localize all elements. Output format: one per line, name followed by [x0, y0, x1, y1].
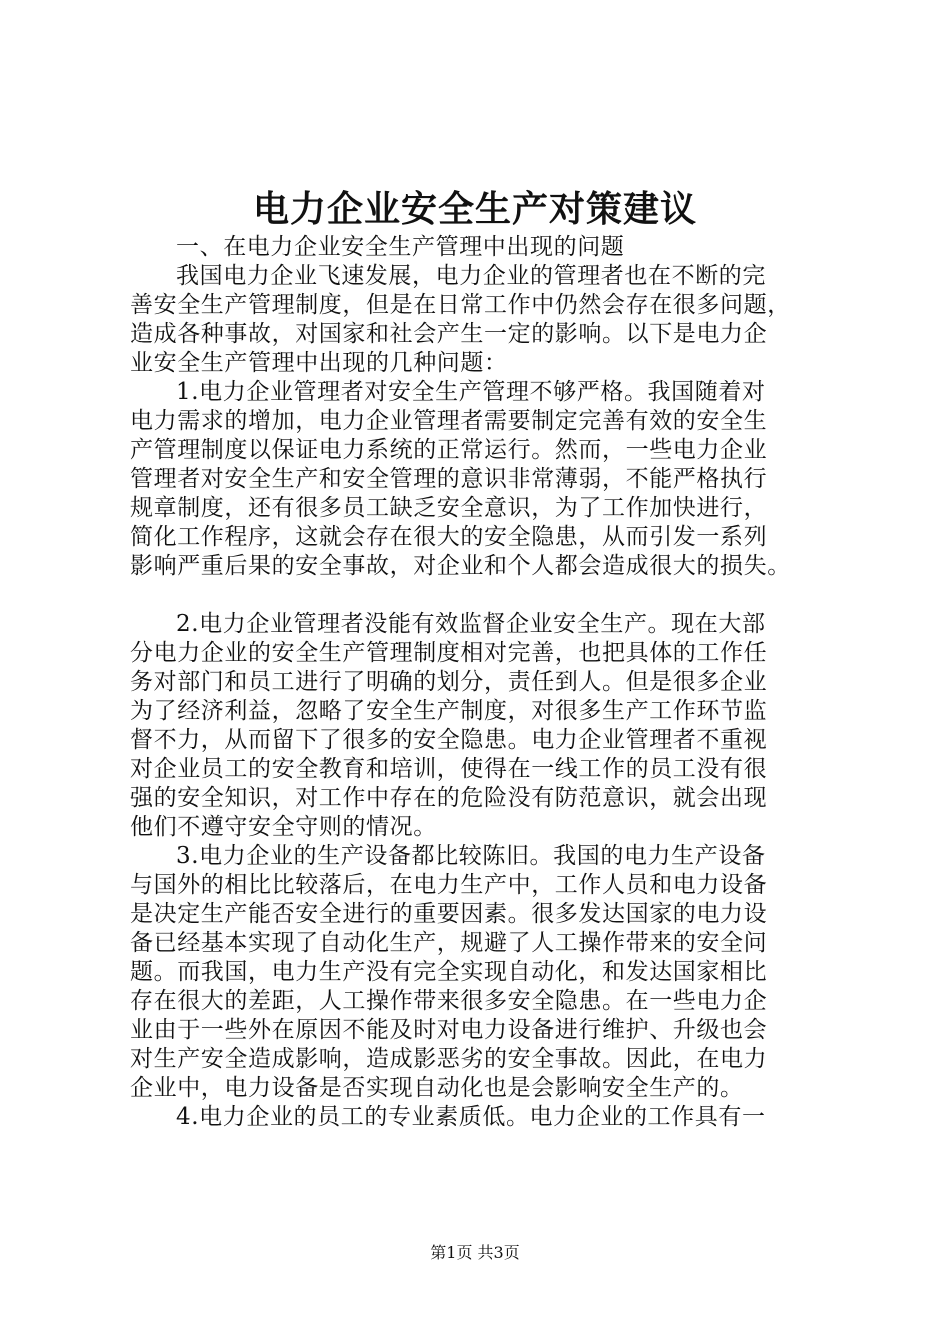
- paragraph-line: 他们不遵守安全守则的情况。: [130, 814, 437, 840]
- document-body: [130, 233, 840, 1132]
- paragraph-line: 我国电力企业飞速发展，电力企业的管理者也在不断的完: [176, 263, 766, 289]
- paragraph-line: 存在很大的差距，人工操作带来很多安全隐患。在一些电力企: [130, 988, 768, 1014]
- paragraph-line: 影响严重后果的安全事故，对企业和个人都会造成很大的损失。: [130, 553, 791, 579]
- paragraph-line: 为了经济利益，忽略了安全生产制度，对很多生产工作环节监: [130, 698, 768, 724]
- paragraph-line: 督不力，从而留下了很多的安全隐患。电力企业管理者不重视: [130, 727, 768, 753]
- paragraph-line: 产管理制度以保证电力系统的正常运行。然而，一些电力企业: [130, 437, 768, 463]
- paragraph-line: 业安全生产管理中出现的几种问题：: [130, 350, 508, 376]
- paragraph-line: 分电力企业的安全生产管理制度相对完善，也把具体的工作任: [130, 640, 768, 666]
- paragraph-line: 对企业员工的安全教育和培训，使得在一线工作的员工没有很: [130, 756, 768, 782]
- paragraph-line: 3.电力企业的生产设备都比较陈旧。我国的电力生产设备: [176, 843, 766, 869]
- paragraph-line: 对生产安全造成影响，造成影恶劣的安全事故。因此，在电力: [130, 1046, 768, 1072]
- paragraph-line: 业由于一些外在原因不能及时对电力设备进行维护、升级也会: [130, 1017, 768, 1043]
- document-title: 电力企业安全生产对策建议: [252, 188, 697, 230]
- paragraph-line: 规章制度，还有很多员工缺乏安全意识，为了工作加快进行，: [130, 495, 768, 521]
- paragraph-line: 强的安全知识，对工作中存在的危险没有防范意识，就会出现: [130, 785, 768, 811]
- paragraph-line: 造成各种事故，对国家和社会产生一定的影响。以下是电力企: [130, 321, 768, 347]
- paragraph-line: 务对部门和员工进行了明确的划分，责任到人。但是很多企业: [130, 669, 768, 695]
- paragraph-line: 简化工作程序，这就会存在很大的安全隐患，从而引发一系列: [130, 524, 768, 550]
- paragraph-line: 管理者对安全生产和安全管理的意识非常薄弱，不能严格执行: [130, 466, 768, 492]
- paragraph-line: 是决定生产能否安全进行的重要因素。很多发达国家的电力设: [130, 901, 768, 927]
- section-heading: 一、在电力企业安全生产管理中出现的问题: [176, 234, 625, 260]
- paragraph-line: 4.电力企业的员工的专业素质低。电力企业的工作具有一: [176, 1104, 766, 1130]
- paragraph-line: 与国外的相比比较落后，在电力生产中，工作人员和电力设备: [130, 872, 768, 898]
- paragraph-line: 企业中，电力设备是否实现自动化也是会影响安全生产的。: [130, 1075, 744, 1101]
- page-footer: 第1页 共3页: [430, 1243, 520, 1262]
- paragraph-line: 备已经基本实现了自动化生产，规避了人工操作带来的安全问: [130, 930, 768, 956]
- paragraph-line: 善安全生产管理制度，但是在日常工作中仍然会存在很多问题，: [130, 292, 791, 318]
- paragraph-line: 电力需求的增加，电力企业管理者需要制定完善有效的安全生: [130, 408, 768, 434]
- paragraph-line: 2.电力企业管理者没能有效监督企业安全生产。现在大部: [176, 611, 766, 637]
- paragraph-line: 1.电力企业管理者对安全生产管理不够严格。我国随着对: [176, 379, 766, 405]
- paragraph-line: 题。而我国，电力生产没有完全实现自动化，和发达国家相比: [130, 959, 768, 985]
- paragraph-gap: [130, 581, 840, 610]
